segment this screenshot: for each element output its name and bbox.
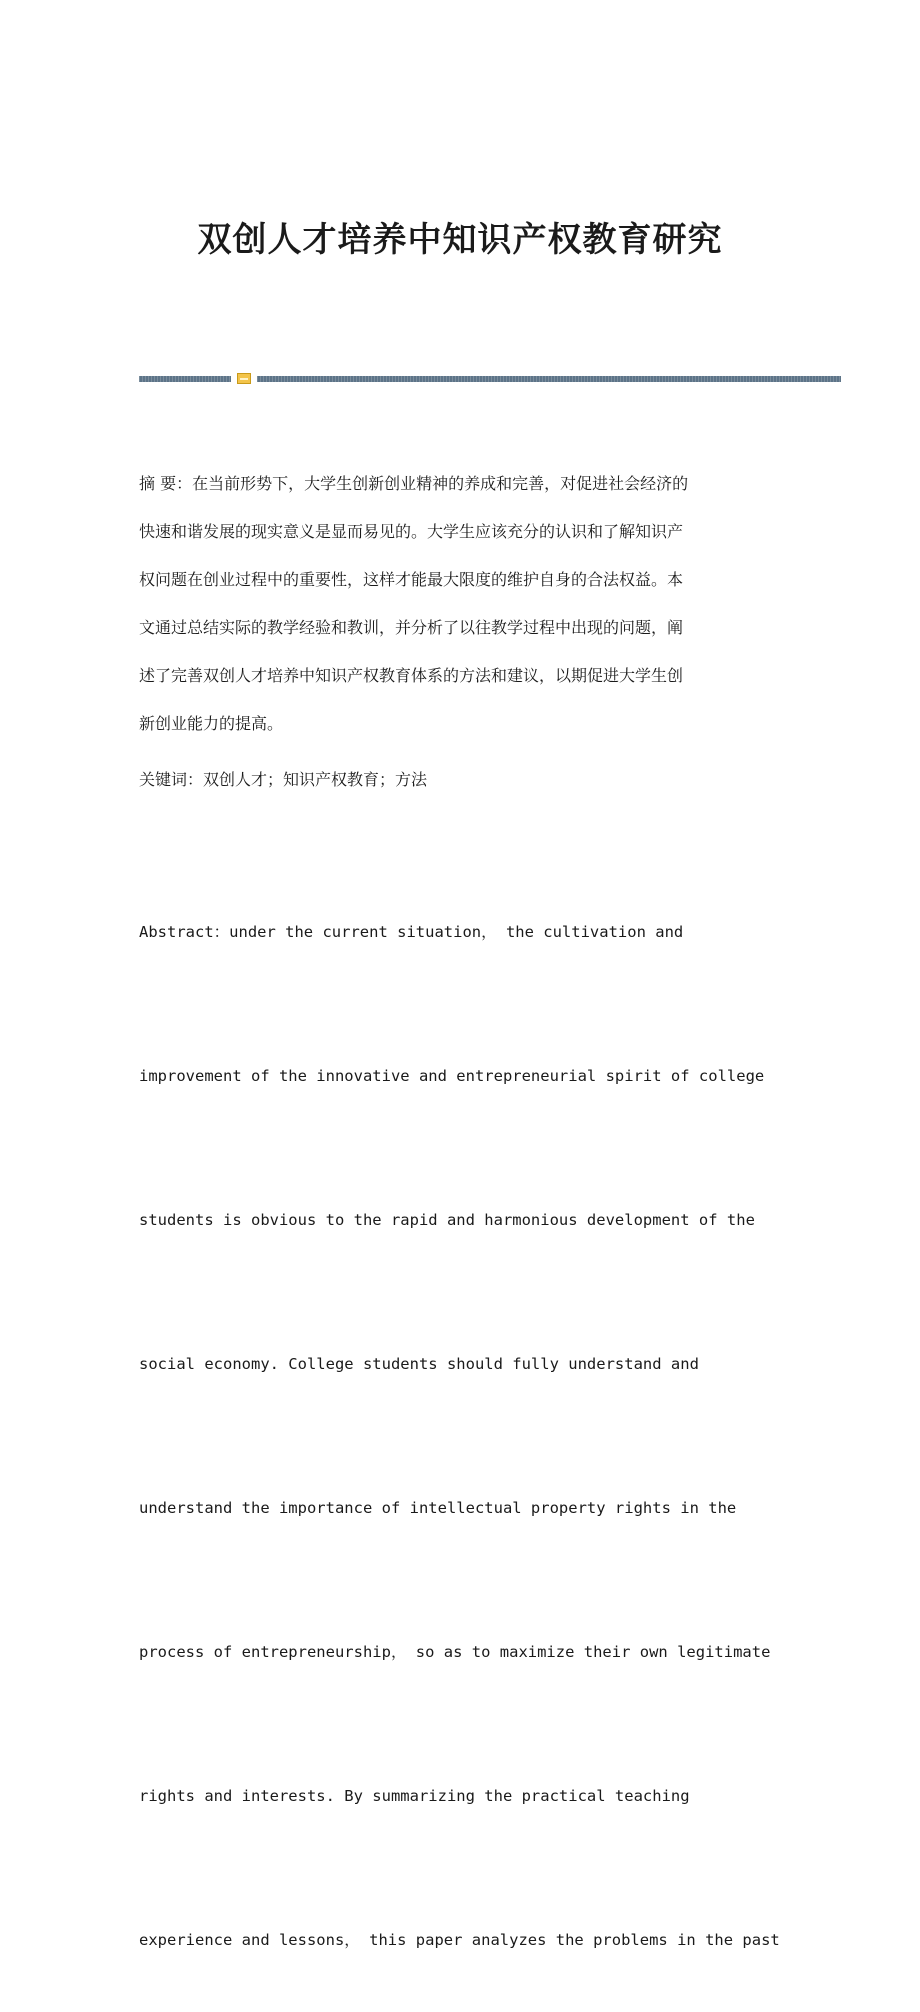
abstract-cn-line-1: 摘 要：在当前形势下，大学生创新创业精神的养成和完善，对促进社会经济的 xyxy=(139,474,689,493)
keywords-label: 关键词： xyxy=(139,770,204,789)
page-title: 双创人才培养中知识产权教育研究 xyxy=(197,220,723,260)
abstract-label: 摘 要： xyxy=(139,474,193,493)
abstract-en-line-6: process of entrepreneurship， so as to maximize their own legitimate xyxy=(139,1643,771,1661)
divider-bar-right xyxy=(257,376,841,382)
abstract-en-line-5: understand the importance of intellectual property rights in the xyxy=(139,1499,737,1517)
abstract-en-line-2: improvement of the innovative and entrepreneurial spirit of college xyxy=(139,1067,765,1085)
divider-bar-left xyxy=(139,376,231,382)
abstract-en-line-8: experience and lessons， this paper analyzes the problems in the past xyxy=(139,1931,780,1949)
abstract-en-line-7: rights and interests. By summarizing the practical teaching xyxy=(139,1787,690,1805)
abstract-chinese xyxy=(139,460,789,748)
keywords xyxy=(139,756,789,804)
abstract-cn-line-5: 述了完善双创人才培养中知识产权教育体系的方法和建议，以期促进大学生创 xyxy=(139,666,684,685)
abstract-en-line-1: Abstract：under the current situation， the cultivation and xyxy=(139,923,684,941)
abstract-english xyxy=(139,812,789,2012)
keywords-line xyxy=(139,756,789,804)
title-divider xyxy=(139,373,841,385)
abstract-cn-line-3: 权问题在创业过程中的重要性，这样才能最大限度的维护自身的合法权益。本 xyxy=(139,570,684,589)
keywords-text: 双创人才；知识产权教育；方法 xyxy=(203,770,428,789)
abstract-en-line-4: social economy. College students should fully understand and xyxy=(139,1355,699,1373)
abstract-cn-line-2: 快速和谐发展的现实意义是显而易见的。大学生应该充分的认识和了解知识产 xyxy=(139,522,684,541)
abstract-cn-line-4: 文通过总结实际的教学经验和教训，并分析了以往教学过程中出现的问题，阐 xyxy=(139,618,684,637)
divider-emblem-icon xyxy=(237,373,251,384)
abstract-en-line-3: students is obvious to the rapid and harmonious development of the xyxy=(139,1211,755,1229)
abstract-cn-line-6: 新创业能力的提高。 xyxy=(139,714,284,733)
